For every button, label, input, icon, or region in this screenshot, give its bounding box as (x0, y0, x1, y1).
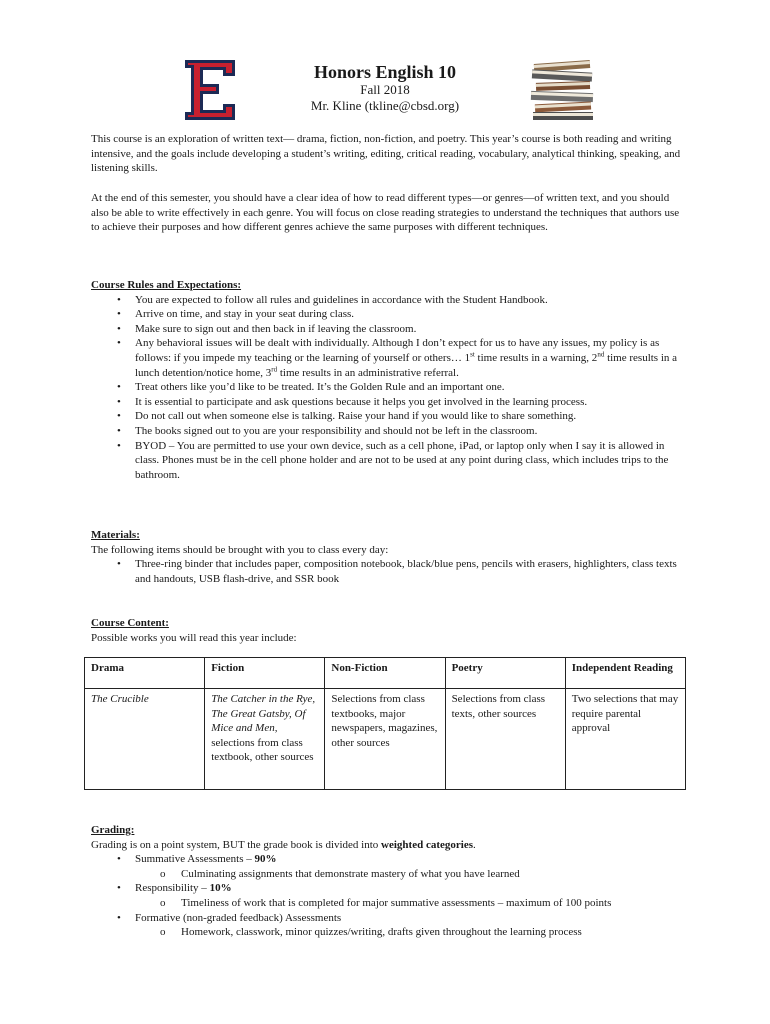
content-heading: Course Content: (91, 617, 169, 629)
table-cell-independent: Two selections that may require parental approval (565, 689, 685, 790)
reading-table (84, 657, 686, 790)
column-header: Fiction (205, 658, 325, 689)
teacher-contact: Mr. Kline (tkline@cbsd.org) (310, 98, 460, 113)
table-cell-drama: The Crucible (85, 689, 205, 790)
list-item: • Do not call out when someone else is talking. Raise your hand if you would like to share something. (117, 410, 577, 423)
materials-list (91, 557, 681, 586)
table-header-row (85, 658, 686, 689)
school-logo-icon (183, 58, 237, 122)
list-item: • Arrive on time, and stay in your seat during class. (117, 308, 355, 321)
grading-section (91, 823, 681, 940)
list-item: • Make sure to sign out and then back in if leaving the classroom. (117, 322, 417, 335)
list-item: • Any behavioral issues will be dealt with individually. Although I don’t expect for us to have any issues, my policy is as follows: if you impede my teaching or the learning of yourself or others… 1st time results in a warning, 2nd time results in a lunch detention/notice home, 3rd time results in an administrative referral. (117, 337, 678, 379)
table-cell-nonfiction: Selections from class textbooks, major newspapers, magazines, other sources (325, 689, 445, 790)
course-title: Honors English 10 (313, 62, 457, 82)
table-cell-fiction: The Catcher in the Rye, The Great Gatsby, Of Mice and Men, selections from class textbook, other sources (205, 689, 325, 790)
column-header: Non-Fiction (325, 658, 445, 689)
intro-paragraph-2: At the end of this semester, you should have a clear idea of how to read different types—or genres—of written text, and you should also be able to write effectively in each genre. You will focus on close reading strategies to understand the techniques that authors use to achieve their purposes and how different genres achieve the same purposes with different techniques. (91, 192, 680, 234)
column-header: Independent Reading (565, 658, 685, 689)
course-term: Fall 2018 (360, 82, 410, 97)
list-item: • You are expected to follow all rules and guidelines in accordance with the Student Handbook. (117, 293, 548, 306)
intro-paragraph-1: This course is an exploration of written text— drama, fiction, non-fiction, and poetry. This year’s course is both reading and writing intensive, and the goals include developing a student’s writing, editing, critical reading, vocabulary, analytical thinking, speaking, and listening skills. (91, 133, 681, 175)
content-section (91, 616, 681, 645)
list-item: • It is essential to participate and ask questions because it helps you get involved in the learning process. (117, 395, 588, 408)
grading-sublist (91, 925, 681, 940)
list-item: • Summative Assessments – 90% (117, 853, 277, 866)
materials-intro: The following items should be brought with you to class every day: (91, 543, 389, 556)
list-item: • BYOD – You are permitted to use your own device, such as a cell phone, iPad, or laptop only when I say it is allowed in class. Phones must be in the cell phone holder and are not to be used at any point during class, which includes trips to the bathroom. (117, 439, 669, 481)
grading-list (91, 852, 681, 867)
list-item: • Formative (non-graded feedback) Assessments (117, 911, 342, 924)
list-item: • Treat others like you’d like to be treated. It’s the Golden Rule and an important one. (117, 381, 505, 394)
grading-list (91, 881, 681, 896)
grading-heading: Grading: (91, 824, 135, 836)
course-header (250, 62, 520, 114)
list-item: o Culminating assignments that demonstrate mastery of what you have learned (160, 867, 520, 880)
list-item: • Responsibility – 10% (117, 882, 232, 895)
grading-intro: Grading is on a point system, BUT the grade book is divided into weighted categories. (91, 838, 476, 851)
rules-heading: Course Rules and Expectations: (91, 279, 242, 291)
list-item: o Timeliness of work that is completed for major summative assessments – maximum of 100 points (160, 896, 612, 909)
materials-section (91, 528, 681, 586)
book-stack-icon (528, 56, 598, 122)
list-item: • Three-ring binder that includes paper, composition notebook, black/blue pens, pencils with erasers, highlighters, class texts and handouts, USB flash-drive, and SSR book (117, 558, 677, 585)
grading-sublist (91, 867, 681, 882)
grading-list (91, 911, 681, 926)
column-header: Poetry (445, 658, 565, 689)
materials-heading: Materials: (91, 529, 140, 541)
grading-sublist (91, 896, 681, 911)
table-row (85, 689, 686, 790)
list-item: o Homework, classwork, minor quizzes/writing, drafts given throughout the learning process (160, 926, 582, 939)
column-header: Drama (85, 658, 205, 689)
list-item: • The books signed out to you are your responsibility and should not be left in the classroom. (117, 424, 538, 437)
rules-section (91, 278, 681, 482)
rules-list (91, 293, 681, 483)
table-cell-poetry: Selections from class texts, other sources (445, 689, 565, 790)
content-intro: Possible works you will read this year include: (91, 631, 297, 644)
